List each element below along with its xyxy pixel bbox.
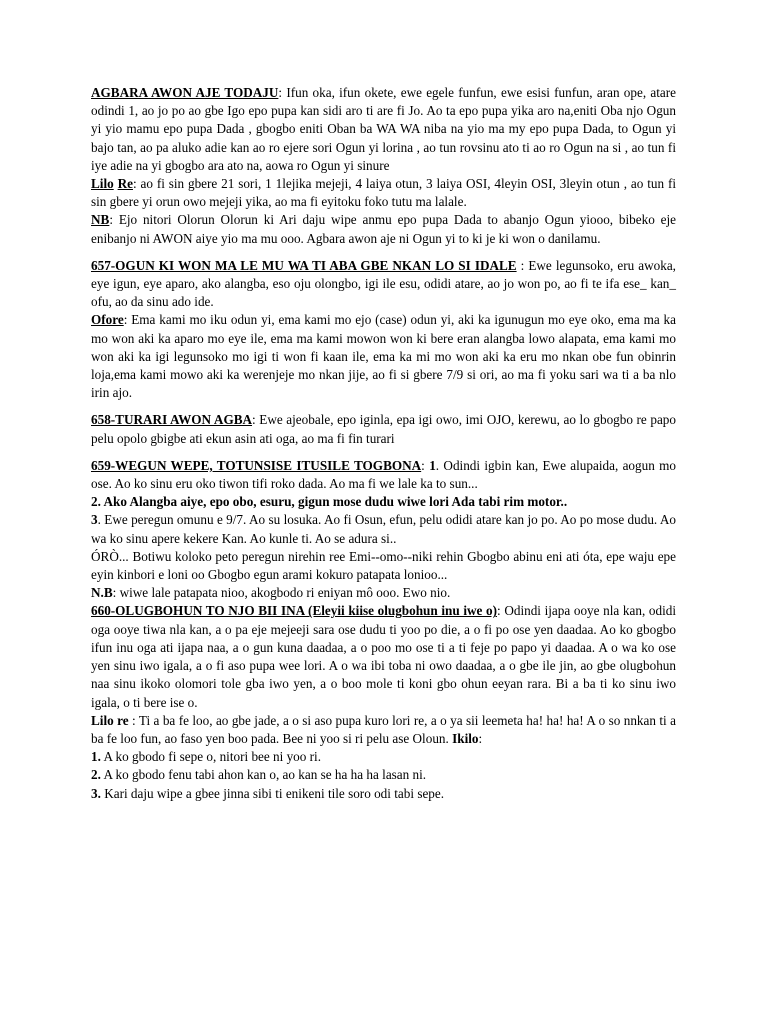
heading-agbara: AGBARA AWON AJE TODAJU [91, 85, 279, 100]
document-page [91, 84, 676, 803]
section-657 [91, 257, 676, 312]
list-item [91, 766, 676, 784]
body-660: : Odindi ijapa ooye nla kan, odidi oga ooye tiwa nla kan, a o pa eje mejeeji sara ose dudu ti yoo po die, a o fi po ose yen daadaa. Ao ko gbogbo ifun inu oga ati ijapa naa, a o gun kuna daadaa, a o poo mo ose ti a ti feje po papo yi daadaa. A o wa ko ose yen sinu iwo igala, a o fi aso pupa wee lori. A o wa ibi toba ni owo daadaa, a o gbe ile jin, ao gbe olugbohun naa sinu ikoko olomori tole gba iwo yen, a o boo mole ti koni gbo ohun eeyan rara. Bi a ba ti ko sinu iwo igala, o ti bere ise o. [91, 603, 676, 710]
line2-659: 2. Ako Alangba aiye, epo obo, esuru, gigun mose dudu wiwe lori Ada tabi rim motor.. [91, 494, 568, 510]
list-item [91, 748, 676, 766]
oro-659: ÓRÒ... Botiwu koloko peto peregun nirehin ree Emi--omo--niki rehin Gbogbo abinu eni ati óta, epe waju epe eyin kinbori e loni oo Gbogbo egun arami kokuro patapata lonioo... [91, 548, 676, 583]
section-659 [91, 457, 676, 493]
nb-text-659: : wiwe lale patapata nioo, akogbodo ri eniyan mô ooo. Ewo nio. [112, 585, 451, 601]
num1-659: 1 [429, 457, 436, 473]
lilo-label-660: Lilo re [91, 712, 129, 728]
item-num: 1. [91, 749, 101, 765]
ofore-label: Ofore [91, 312, 124, 328]
lilo-agbara [91, 175, 676, 211]
lilo-label-a: Lilo [91, 176, 114, 192]
lilo-label-b: Re [117, 176, 133, 192]
ofore-text: : Ema kami mo iku odun yi, ema kami mo ejo (case) odun yi, aki ka igunugun mo eye oko, ema ma ka mo won aki ka aparo mo eye ile, ema ma kami mowon won ki bere eran alangba lowo alapata, ema kami mo won aki ka igi legunsoko mo igi ti won fi kaan ile, ema ka mi mo won aki ka eru mo nkan obe fun obinrin loja,ema kami mowo aki ka werenjeje mo nkan jije, ao fi si gbere 7/9 si ori, ao ma fi yoku sari wa ti a ba nlo irin ajo. [91, 312, 676, 401]
ikilo-colon: : [478, 730, 483, 746]
ofore-657 [91, 311, 676, 402]
lilo-text-agbara: : ao fi sin gbere 21 sori, 1 1lejika mejeji, 4 laiya otun, 3 laiya OSI, 4leyin OSI, 3leyin otun , ao tun fi sin gbere yi orun owo mejeji yika, ao ma fi eyitoku foko tutu ma lalale. [91, 176, 677, 210]
body-657: : Ewe legunsoko, eru awoka, eye igun, eye aparo, ako alangba, eso oju olongbo, igi ile esu, odidi atare, ao jo won po, ao fi te ifa ese_ kan_ ofu, ao da sinu ado ide. [91, 257, 676, 310]
item-text: Kari daju wipe a gbee jinna sibi ti enikeni tile soro odi tabi sepe. [100, 785, 445, 801]
nb-text-agbara: : Ejo nitori Olorun Olorun ki Ari daju wipe anmu epo pupa Dada to abanjo Ogun yiooo, bibeko eje enibanjo ni AWON aiye yio ma mu ooo. Agbara awon aje ni Ogun yi to ki je ki won o danilamu. [91, 212, 676, 246]
section-658 [91, 411, 676, 447]
item-text: A ko gbodo fi sepe o, nitori bee ni yoo ri. [100, 749, 322, 765]
colon-659: : [421, 457, 430, 473]
ikilo-label: Ikilo [452, 730, 479, 746]
body3-659: . Ewe peregun omunu e 9/7. Ao su losuka. Ao fi Osun, efun, pelu odidi atare kan jo po. Ao po mose dudu. Ao wa ko sinu apere kekere Kan. Ao kunle ti. Ao se adura si.. [91, 512, 676, 546]
item-num: 2. [91, 767, 101, 783]
num3-659: 3 [91, 512, 98, 528]
nb-label-659: N.B [91, 585, 113, 601]
nb-agbara [91, 211, 676, 247]
lilo-660 [91, 712, 676, 748]
item3-659 [91, 511, 676, 547]
body-agbara: : Ifun oka, ifun okete, ewe egele funfun, ewe esisi funfun, aran ope, atare odindi 1, ao jo po ao gbe Igo epo pupa kan sidi aro ti are fi Jo. Ao ta epo pupa yika aro na,eniti Oba njo Ogun yi yio mamu epo pupa Dada , gbogbo eniti Oban ba WA WA niba na yio ma my epo pupa Dada, to Ogun yi bajo tan, ao pa aluko adie kan ao ro ejere sori Ogun yi lorina , ao tun rovsinu ato ti ao ro Ogun na si , ao tun fi iye adie na yi gbogbo ara ato na, aowa ro Ogun yi sinure [91, 85, 676, 173]
nb-label-agbara: NB [91, 212, 110, 228]
lilo-text-660: : Ti a ba fe loo, ao gbe jade, a o si aso pupa kuro lori re, a o ya sii leemeta ha! ha! ha! A o so nnkan ti a ba fe loo fun, ao faso yen boo pada. Bee ni yoo si ri pelu ase Oloun. [91, 712, 676, 746]
body1-659: . Odindi igbin kan, Ewe alupaida, aogun mo ose. Ao ko sinu eru oko tiwon tifi roko dada. Ao ma fi we lale ka to sun... [91, 457, 676, 492]
heading-660: 660-OLUGBOHUN TO NJO BII INA (Eleyii kiise olugbohun inu iwe o) [91, 603, 498, 619]
body-658: : Ewe ajeobale, epo iginla, epa igi owo, imi OJO, kerewu, ao lo gbogbo re papo pelu opolo gbigbe ati ekun asin ati oga, ao ma fi fin turari [91, 412, 676, 446]
item-text: A ko gbodo fenu tabi ahon kan o, ao kan se ha ha ha lasan ni. [100, 767, 427, 783]
section-660 [91, 602, 676, 711]
nb-659 [91, 584, 676, 602]
heading-657: 657-OGUN KI WON MA LE MU WA TI ABA GBE NKAN LO SI IDALE [91, 257, 517, 273]
section-agbara [91, 84, 676, 175]
item-num: 3. [91, 785, 101, 801]
heading-658: 658-TURARI AWON AGBA [91, 412, 253, 428]
heading-659: 659-WEGUN WEPE, TOTUNSISE ITUSILE TOGBONA [91, 457, 422, 473]
list-item [91, 785, 676, 803]
